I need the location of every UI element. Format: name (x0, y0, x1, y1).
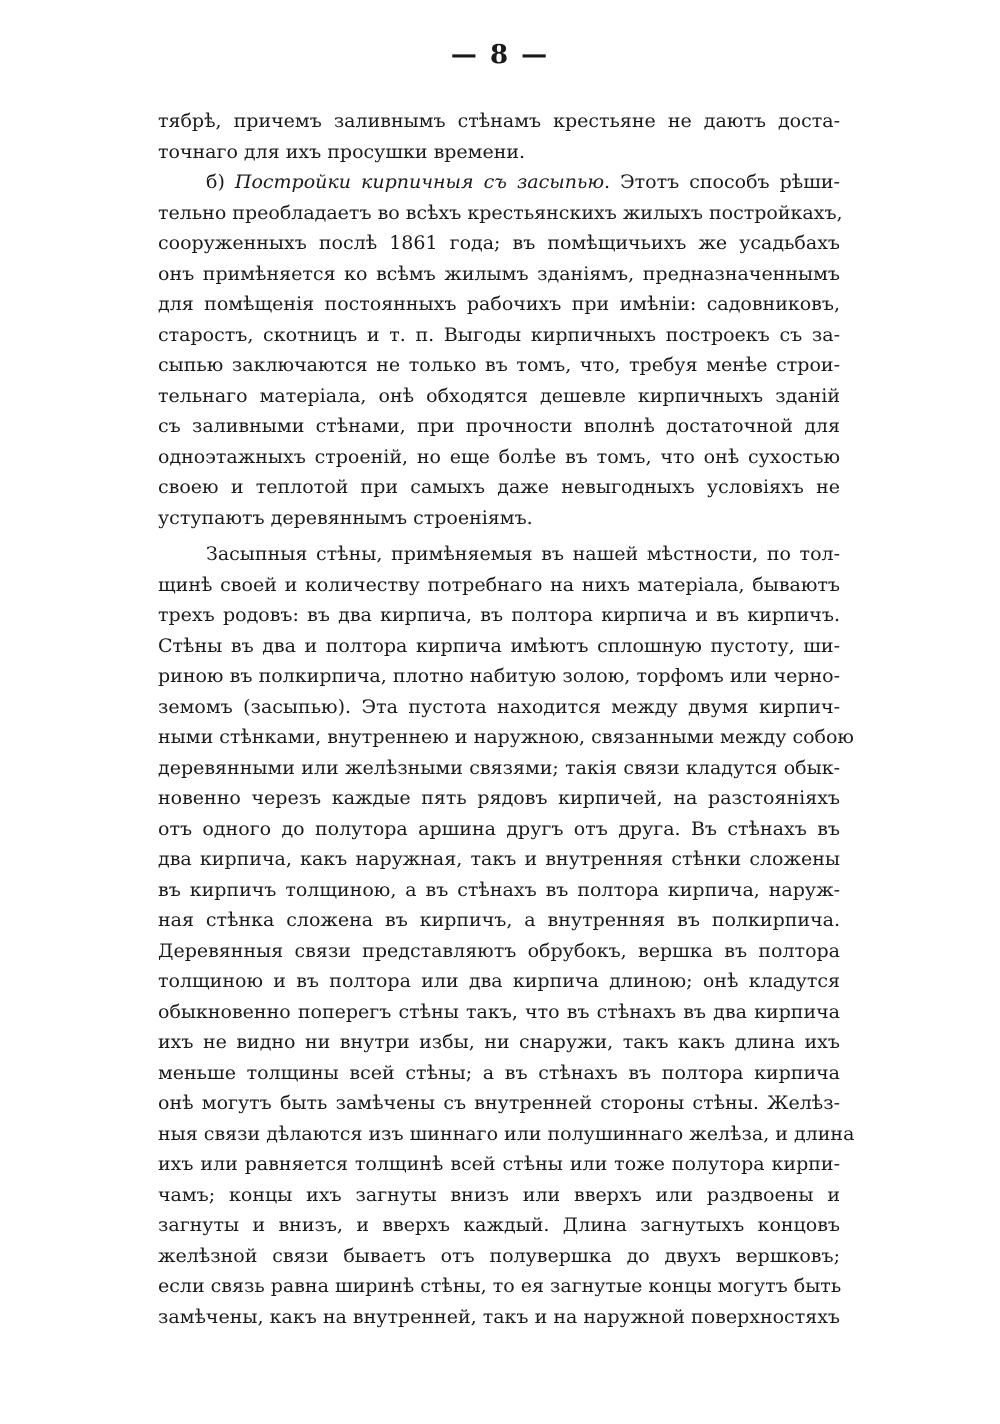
text-line: меньше толщины всей стѣны; а въ стѣнахъ въ полтора кирпича (158, 1061, 840, 1084)
text-line: въ кирпичъ толщиною, а въ стѣнахъ въ полтора кирпича, наруж- (158, 878, 840, 901)
text-line: трехъ родовъ: въ два кирпича, въ полтора кирпича и въ кирпичъ. (158, 604, 840, 626)
text-line: желѣзной связи бываетъ отъ полувершка до двухъ вершковъ; (158, 1244, 840, 1267)
page-number: — 8 — (450, 40, 550, 70)
text-line: онъ примѣняется ко всѣмъ жилымъ зданіямъ, предназначеннымъ (158, 262, 840, 285)
text-line: тельнаго матеріала, онѣ обходятся дешевле кирпичныхъ зданій (158, 384, 840, 407)
text-line: ная стѣнка сложена въ кирпичъ, а внутренняя въ полкирпича. (158, 909, 840, 931)
text-line: отъ одного до полутора аршина другъ отъ друга. Въ стѣнахъ въ (158, 817, 840, 840)
text-line: загнуты и внизъ, и вверхъ каждый. Длина загнутыхъ концовъ (158, 1214, 840, 1236)
text-line: сыпью заключаются не только въ томъ, что, требуя менѣе строи- (158, 354, 840, 376)
text-line: одноэтажныхъ строеній, но еще болѣе въ томъ, что онѣ сухостью (158, 445, 840, 468)
paragraph-start-line: Засыпныя стѣны, примѣняемыя въ нашей мѣстности, по тол- (206, 543, 840, 565)
text-line: ныя связи дѣлаются изъ шиннаго или полушиннаго желѣза, и длина (158, 1122, 855, 1145)
heading-tail-text: Этотъ способъ рѣши- (610, 171, 840, 193)
text-line: тельно преобладаетъ во всѣхъ крестьянскихъ жилыхъ постройкахъ, (158, 201, 843, 224)
text-line: ихъ не видно ни внутри избы, ни снаружи, такъ какъ длина ихъ (158, 1031, 840, 1053)
text-line: Стѣны въ два и полтора кирпича имѣютъ сплошную пустоту, ши- (158, 634, 840, 657)
text-line: обыкновенно поперегъ стѣны такъ, что въ стѣнахъ въ два кирпича (158, 1000, 840, 1023)
text-line: замѣчены, какъ на внутренней, такъ и на наружной поверхностяхъ (158, 1305, 840, 1328)
text-line: риною въ полкирпича, плотно набитую золою, торфомъ или черно- (158, 665, 840, 687)
text-line: съ заливными стѣнами, при прочности вполнѣ достаточной для (158, 415, 840, 437)
text-line: если связь равна ширинѣ стѣны, то ея загнутые концы могутъ быть (158, 1275, 842, 1297)
text-line: чамъ; концы ихъ загнуты внизъ или вверхъ или раздвоены и (158, 1183, 840, 1206)
text-line: тябрѣ, причемъ заливнымъ стѣнамъ крестьяне не даютъ доста- (158, 110, 840, 132)
text-line: старостъ, скотницъ и т. п. Выгоды кирпичныхъ построекъ съ за- (158, 323, 840, 346)
section-marker: б) (206, 171, 235, 193)
text-line: щинѣ своей и количеству потребнаго на нихъ матеріала, бываютъ (158, 573, 840, 596)
text-line: толщиною и въ полтора или два кирпича длиною; онѣ кладутся (158, 970, 840, 992)
section-heading-line (158, 167, 840, 198)
section-heading: Постройки кирпичныя съ засыпью. (234, 171, 611, 193)
text-line: ихъ или равняется толщинѣ всей стѣны или тоже полутора кирпи- (158, 1153, 840, 1175)
text-line: земомъ (засыпью). Эта пустота находится между двумя кирпич- (158, 695, 840, 718)
text-line: ными стѣнками, внутреннею и наружною, связанными между собою (158, 726, 854, 748)
text-line: онѣ могутъ быть замѣчены съ внутренней стороны стѣны. Желѣз- (158, 1092, 840, 1114)
text-line: уступаютъ деревяннымъ строеніямъ. (158, 506, 533, 529)
text-line: для помѣщенія постоянныхъ рабочихъ при имѣніи: садовниковъ, (158, 293, 840, 315)
text-line: своею и теплотой при самыхъ даже невыгодныхъ условіяхъ не (158, 476, 840, 498)
text-line: новенно черезъ каждые пять рядовъ кирпичей, на разстояніяхъ (158, 787, 840, 809)
text-line: два кирпича, какъ наружная, такъ и внутренняя стѣнки сложены (158, 848, 840, 870)
text-line: сооруженныхъ послѣ 1861 года; въ помѣщичьихъ же усадьбахъ (158, 232, 840, 254)
body-text (158, 106, 855, 1332)
text-line: деревянными или желѣзными связями; такія связи кладутся обык- (158, 756, 840, 779)
text-line: точнаго для ихъ просушки времени. (158, 140, 526, 163)
text-line: Деревянныя связи представляютъ обрубокъ, вершка въ полтора (158, 939, 840, 962)
